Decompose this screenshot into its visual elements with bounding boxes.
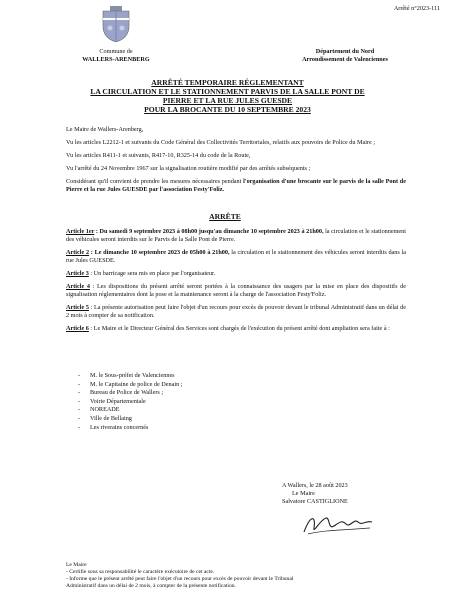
- commune-name: WALLERS-ARENBERG: [82, 56, 150, 63]
- title-line-3: PIERRE ET LA RUE JULES GUESDE: [162, 96, 293, 105]
- articles: [66, 228, 406, 333]
- signature-place-date: A Wallers, le 28 août 2023: [282, 482, 348, 489]
- department: Département du Nord: [315, 48, 375, 55]
- preamble-arrete-1967: Vu l'arrêté du 24 Novembre 1967 sur la signalisation routière modifié par des arrêtés subséquents ;: [66, 165, 311, 172]
- article-4: Article 4 : Les dispositions du présent arrêté seront portées à la connaissance des usagers par la mise en place des dispositifs de signalisation réglementaires dont la pose et la maintenance seront à la charge de l'association Festy'Foliz.: [66, 283, 406, 298]
- title-line-1: ARRÊTÉ TEMPORAIRE RÉGLEMENTANT: [151, 78, 304, 87]
- footer-role: Le Maire: [66, 562, 87, 568]
- footer-line-3: Administratif dans un délai de 2 mois, à compter de la présente notification.: [66, 583, 236, 589]
- recipients-list: [76, 372, 276, 432]
- title-line-2: LA CIRCULATION ET LE STATIONNEMENT PARVIS DE LA SALLE PONT DE: [90, 87, 365, 96]
- footer-line-2: - Informe que le présent arrêté peut faire l'objet d'un recours pour excès de pouvoir devant le Tribunal: [66, 576, 294, 582]
- list-item: - Voirie Départementale: [76, 398, 276, 407]
- signature-name: Salvatore CASTIGLIONE: [282, 498, 348, 505]
- preamble: [66, 126, 406, 194]
- article-6: Article 6 : Le Maire et le Directeur Général des Services sont chargés de l'exécution du présent arrêté dont ampliation sera faite à :: [66, 325, 390, 332]
- article-3: Article 3 : Un barricage sera mis en place par l'organisateur.: [66, 270, 216, 277]
- article-5: Article 5 : La présente autorisation peut faire l'objet d'un recours pour excès de pouvoir devant le tribunal Administratif dans un délai de 2 mois à compter de sa notification.: [66, 304, 406, 319]
- preamble-mayor: Le Maire de Wallers-Arenberg,: [66, 126, 144, 133]
- list-item: - NOREADE: [76, 406, 276, 415]
- arrondissement: Arrondissement de Valenciennes: [302, 56, 388, 63]
- footer: [66, 562, 426, 590]
- list-item: - M. le Sous-préfet de Valenciennes: [76, 372, 276, 381]
- list-item: - Les riverains concernés: [76, 424, 276, 433]
- preamble-considerant: Considérant qu'il convient de prendre les mesures nécessaires pendant l'organisation d'une brocante sur le parvis de la salle Pont de Pierre et la rue Jules GUESDE par l'association Festy'Foliz.: [66, 178, 406, 193]
- list-item: - Ville de Bellaing: [76, 415, 276, 424]
- article-2: Article 2 : Le dimanche 10 septembre 2023 de 05h00 à 21h00, la circulation et le stationnement des véhicules seront interdits dans la rue Jules GUESDE.: [66, 249, 407, 264]
- title-line-4: POUR LA BROCANTE DU 10 SEPTEMBRE 2023: [144, 105, 311, 114]
- signature-block: [282, 482, 422, 506]
- signature-role: Le Maire: [292, 490, 315, 497]
- article-1: Article 1er : Du samedi 9 septembre 2023 à 08h00 jusqu'au dimanche 10 septembre 2023 à 21h00, la circulation et le stationnement des véhicules seront interdits sur le Parvis de la Salle Pont de Pierre.: [66, 228, 406, 243]
- handwritten-signature: [300, 510, 380, 538]
- commune-label: Commune de: [99, 48, 133, 55]
- preamble-cgct: Vu les articles L2212-1 et suivants du Code Général des Collectivités Territoriales, relatifs aux pouvoirs de Police du Maire ;: [66, 139, 376, 146]
- footer-line-1: - Certifie sous sa responsabilité le caractère exécutoire de cet acte.: [66, 569, 215, 575]
- list-item: - M. le Capitaine de police de Denain ;: [76, 381, 276, 390]
- list-item: - Bureau de Police de Wallers ;: [76, 389, 276, 398]
- municipal-crest-logo: [101, 6, 131, 42]
- arrete-heading: ARRÊTE: [209, 212, 241, 221]
- document-title: [40, 78, 415, 114]
- preamble-code-route: Vu les articles R411-1 et suivants, R417-10, R325-14 du code de la Route,: [66, 152, 251, 159]
- arrete-number: Arrêté n°2023-111: [393, 5, 440, 12]
